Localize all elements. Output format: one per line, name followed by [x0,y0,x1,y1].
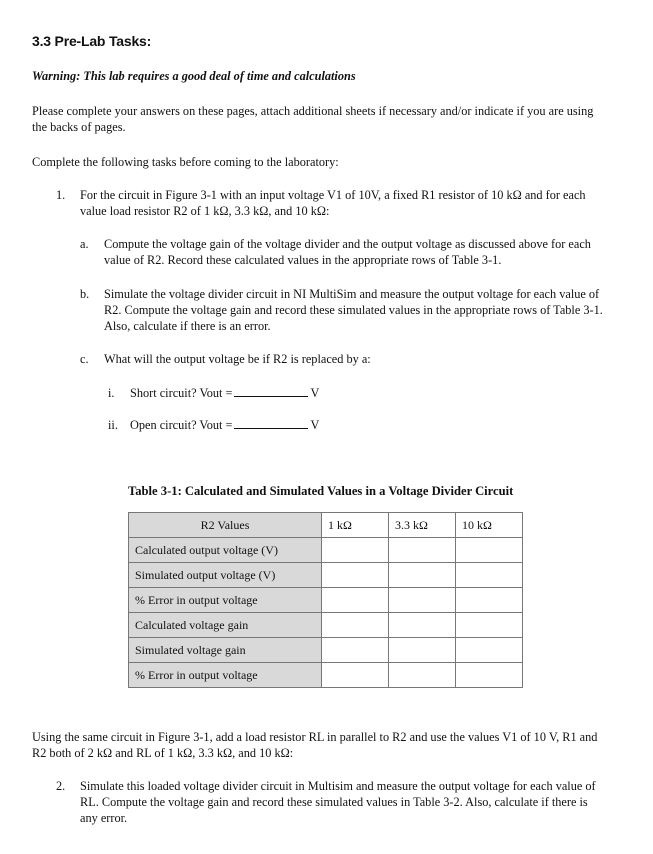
table-row [129,538,523,563]
table-cell[interactable] [322,663,389,688]
table-cell[interactable] [456,638,523,663]
table-cell[interactable] [456,563,523,588]
task-2-line-3: any error. [80,811,128,825]
short-circuit-prompt: Short circuit? Vout = [130,386,233,400]
task-1c-i-row [130,386,319,401]
task-1c-label: c. [80,352,89,366]
task-1a-line-1: Compute the voltage gain of the voltage divider and the output voltage as discussed above for each [104,237,591,251]
row-header-calculated-output-voltage: Calculated output voltage (V) [129,538,322,563]
short-circuit-answer-blank[interactable] [234,386,308,397]
intro-line-2: the backs of pages. [32,120,126,134]
task-1c-i-label: i. [108,386,115,400]
task-1a-line-2: value of R2. Record these calculated values in the appropriate rows of Table 3-1. [104,253,502,267]
table-cell[interactable] [389,663,456,688]
table-row [129,613,523,638]
intro-line-3: Complete the following tasks before coming to the laboratory: [32,155,339,169]
table-header-row [129,513,523,538]
open-circuit-unit: V [310,418,320,432]
row-header-simulated-voltage-gain: Simulated voltage gain [129,638,322,663]
table-cell[interactable] [322,538,389,563]
row-header-error-output-voltage: % Error in output voltage [129,588,322,613]
table-cell[interactable] [322,563,389,588]
table-cell[interactable] [322,638,389,663]
task-1b-line-1: Simulate the voltage divider circuit in NI MultiSim and measure the output voltage for each value of [104,287,600,301]
section-title: 3.3 Pre-Lab Tasks: [32,33,152,49]
table-row [129,638,523,663]
column-header-1k: 1 kΩ [322,513,389,538]
task-2-line-2: RL. Compute the voltage gain and record these simulated values in Table 3-2. Also, calculate if there is [80,795,588,809]
task-2-number: 2. [56,779,66,793]
task-1a-label: a. [80,237,89,251]
table-cell[interactable] [456,588,523,613]
table-cell[interactable] [322,613,389,638]
table-row [129,563,523,588]
table-cell[interactable] [456,663,523,688]
open-circuit-prompt: Open circuit? Vout = [130,418,233,432]
short-circuit-unit: V [310,386,320,400]
table-cell[interactable] [456,538,523,563]
table-cell[interactable] [389,588,456,613]
task-1c-text: What will the output voltage be if R2 is replaced by a: [104,352,371,366]
task-1b-line-2: R2. Compute the voltage gain and record these simulated values in the appropriate rows of Table 3-1. [104,303,603,317]
loaded-line-2: R2 both of 2 kΩ and RL of 1 kΩ, 3.3 kΩ, and 10 kΩ: [32,746,294,760]
open-circuit-answer-blank[interactable] [234,418,308,429]
column-header-10k: 10 kΩ [456,513,523,538]
warning-note: Warning: This lab requires a good deal of time and calculations [32,69,356,83]
column-header-3-3k: 3.3 kΩ [389,513,456,538]
task-2-line-1: Simulate this loaded voltage divider circuit in Multisim and measure the output voltage for each value of [80,779,596,793]
task-1-line-2: value load resistor R2 of 1 kΩ, 3.3 kΩ, and 10 kΩ: [80,204,330,218]
results-table [128,512,523,688]
table-cell[interactable] [389,538,456,563]
row-header-error-output-voltage-2: % Error in output voltage [129,663,322,688]
table-caption: Table 3-1: Calculated and Simulated Values in a Voltage Divider Circuit [128,484,514,498]
row-header-simulated-output-voltage: Simulated output voltage (V) [129,563,322,588]
table-corner-header: R2 Values [129,513,322,538]
task-1-number: 1. [56,188,66,202]
task-1b-label: b. [80,287,90,301]
task-1b-line-3: Also, calculate if there is an error. [104,319,271,333]
table-cell[interactable] [389,563,456,588]
table-cell[interactable] [389,613,456,638]
row-header-calculated-voltage-gain: Calculated voltage gain [129,613,322,638]
loaded-line-1: Using the same circuit in Figure 3-1, add a load resistor RL in parallel to R2 and use the values V1 of 10 V, R1 and [32,730,598,744]
table-cell[interactable] [456,613,523,638]
task-1c-ii-label: ii. [108,418,118,432]
intro-line-1: Please complete your answers on these pages, attach additional sheets if necessary and/or indicate if you are using [32,104,594,118]
table-cell[interactable] [389,638,456,663]
table-row [129,588,523,613]
task-1-line-1: For the circuit in Figure 3-1 with an input voltage V1 of 10V, a fixed R1 resistor of 10 kΩ and for each [80,188,586,202]
table-row [129,663,523,688]
table-cell[interactable] [322,588,389,613]
task-1c-ii-row [130,418,319,433]
